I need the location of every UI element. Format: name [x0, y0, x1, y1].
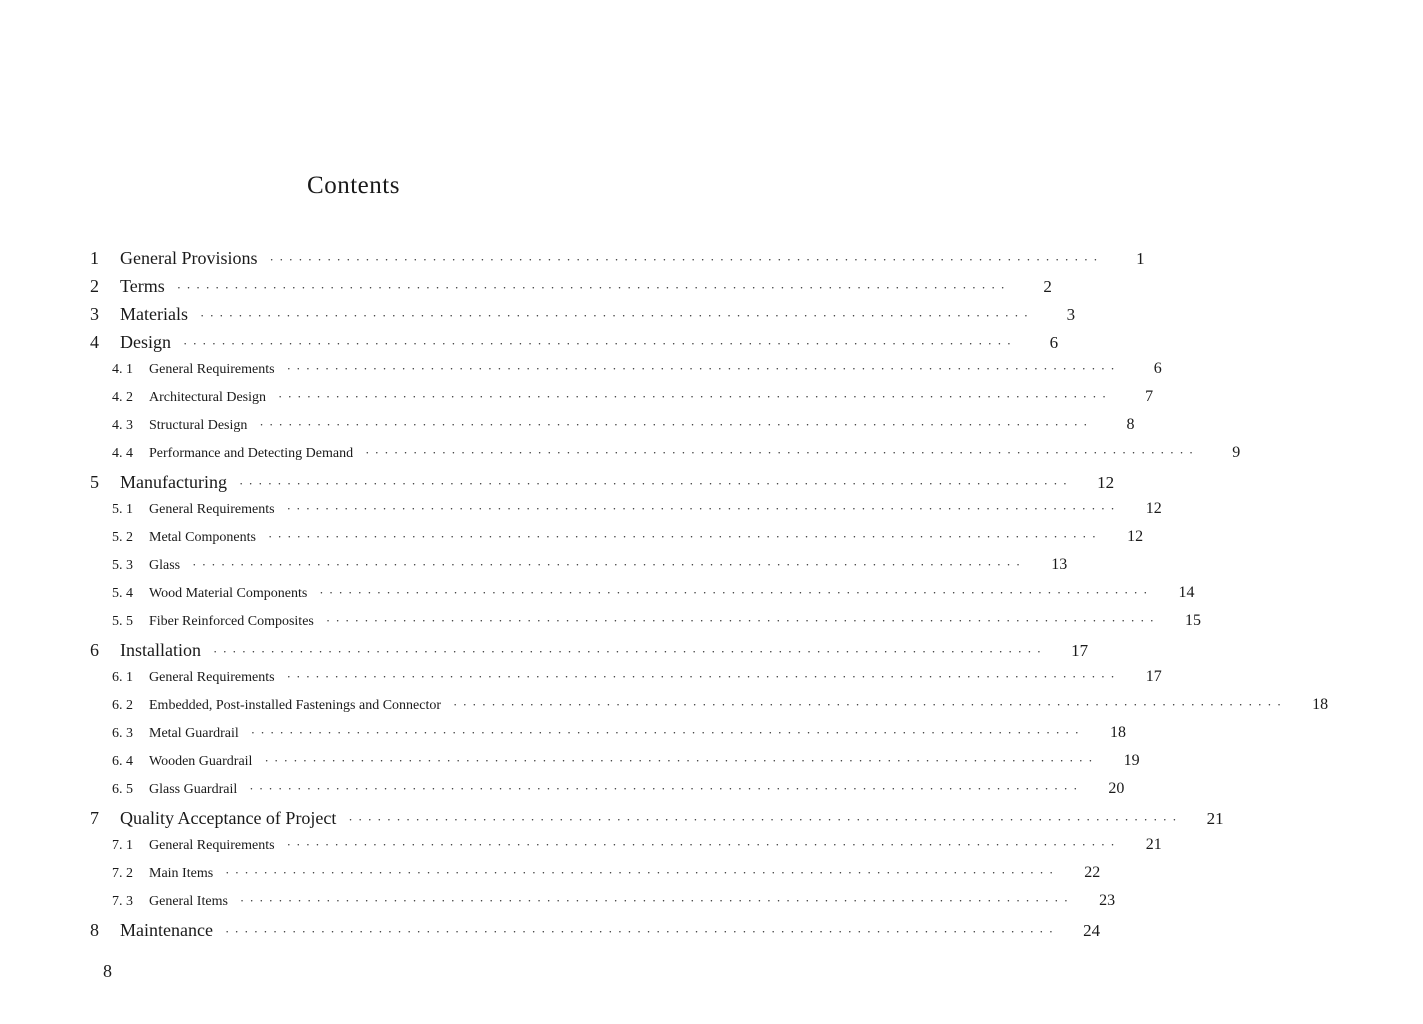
toc-entry-number: 6 [90, 640, 99, 660]
toc-entry-title: Wooden Guardrail [149, 754, 253, 769]
toc-entry-title: Metal Guardrail [149, 726, 239, 741]
toc-entry-title: Fiber Reinforced Composites [149, 614, 314, 629]
toc-entry-number: 5 [90, 472, 99, 492]
toc-dot-leader: · · · · · · · · · · · · · · · · · · · · · · · · · · · · · · · · · · · · · · · · · · · · · · · · · · · · · · · · · · · · · · · · · · · · · · · · · · · · · · · · · · · · · · · [224, 924, 1055, 939]
toc-entry-number: 5. 5 [112, 614, 133, 629]
toc-entry-page: 24 [1083, 921, 1101, 940]
toc-dot-leader: · · · · · · · · · · · · · · · · · · · · · · · · · · · · · · · · · · · · · · · · · · · · · · · · · · · · · · · · · · · · · · · · · · · · · · · · · · · · · · · · · · · · · · · [286, 501, 1116, 516]
toc-dot-leader: · · · · · · · · · · · · · · · · · · · · · · · · · · · · · · · · · · · · · · · · · · · · · · · · · · · · · · · · · · · · · · · · · · · · · · · · · · · · · · · · · · · · · · · [325, 613, 1156, 628]
toc-section-entry[interactable] [0, 724, 1126, 742]
toc-entry-page: 15 [1185, 612, 1202, 629]
toc-dot-leader: · · · · · · · · · · · · · · · · · · · · · · · · · · · · · · · · · · · · · · · · · · · · · · · · · · · · · · · · · · · · · · · · · · · · · · · · · · · · · · · · · · · · · · · [286, 837, 1116, 852]
toc-entry-number: 8 [90, 920, 99, 940]
toc-entry-page: 17 [1145, 668, 1162, 685]
toc-entry-page: 3 [1066, 305, 1076, 324]
toc-dot-leader: · · · · · · · · · · · · · · · · · · · · · · · · · · · · · · · · · · · · · · · · · · · · · · · · · · · · · · · · · · · · · · · · · · · · · · · · · · · · · · · · · · · · · · · [183, 336, 1013, 351]
toc-dot-leader: · · · · · · · · · · · · · · · · · · · · · · · · · · · · · · · · · · · · · · · · · · · · · · · · · · · · · · · · · · · · · · · · · · · · · · · · · · · · · · · · · · · · · · · [176, 280, 1006, 295]
toc-entry-number: 4. 1 [112, 362, 133, 377]
toc-dot-leader: · · · · · · · · · · · · · · · · · · · · · · · · · · · · · · · · · · · · · · · · · · · · · · · · · · · · · · · · · · · · · · · · · · · · · · · · · · · · · · · · · · · · · · · [249, 781, 1079, 796]
toc-entry-number: 4. 4 [112, 446, 133, 461]
toc-dot-leader: · · · · · · · · · · · · · · · · · · · · · · · · · · · · · · · · · · · · · · · · · · · · · · · · · · · · · · · · · · · · · · · · · · · · · · · · · · · · · · · · · · · · · · · [348, 812, 1178, 827]
toc-section-entry[interactable] [0, 780, 1125, 798]
toc-entry-number: 2 [90, 276, 99, 296]
toc-entry-page: 12 [1127, 528, 1144, 545]
page-title: Contents [307, 172, 400, 199]
toc-section-entry[interactable] [0, 388, 1154, 406]
toc-entry-page: 19 [1123, 752, 1140, 769]
toc-dot-leader: · · · · · · · · · · · · · · · · · · · · · · · · · · · · · · · · · · · · · · · · · · · · · · · · · · · · · · · · · · · · · · · · · · · · · · · · · · · · · · · · · · · · · · · [238, 476, 1069, 491]
toc-chapter-entry[interactable] [0, 332, 1059, 353]
toc-entry-number: 6. 2 [112, 698, 133, 713]
toc-chapter-entry[interactable] [0, 304, 1076, 325]
toc-entry-title: General Provisions [120, 248, 258, 268]
toc-entry-page: 18 [1109, 724, 1126, 741]
toc-section-entry[interactable] [0, 584, 1195, 602]
toc-entry-page: 18 [1312, 696, 1329, 713]
toc-entry-page: 20 [1108, 780, 1125, 797]
toc-entry-page: 2 [1043, 277, 1052, 296]
toc-entry-number: 7. 1 [112, 838, 133, 853]
toc-entry-number: 4. 2 [112, 390, 133, 405]
toc-dot-leader: · · · · · · · · · · · · · · · · · · · · · · · · · · · · · · · · · · · · · · · · · · · · · · · · · · · · · · · · · · · · · · · · · · · · · · · · · · · · · · · · · · · · · · · [453, 697, 1283, 712]
toc-dot-leader: · · · · · · · · · · · · · · · · · · · · · · · · · · · · · · · · · · · · · · · · · · · · · · · · · · · · · · · · · · · · · · · · · · · · · · · · · · · · · · · · · · · · · · · [225, 865, 1055, 880]
toc-dot-leader: · · · · · · · · · · · · · · · · · · · · · · · · · · · · · · · · · · · · · · · · · · · · · · · · · · · · · · · · · · · · · · · · · · · · · · · · · · · · · · · · · · · · · · · [278, 389, 1108, 404]
toc-entry-title: Installation [120, 640, 201, 660]
toc-entry-title: General Requirements [149, 362, 275, 377]
toc-chapter-entry[interactable] [0, 920, 1101, 941]
toc-chapter-entry[interactable] [0, 640, 1089, 661]
toc-entry-page: 12 [1145, 500, 1162, 517]
toc-entry-title: Maintenance [120, 920, 213, 940]
toc-entry-number: 7. 3 [112, 894, 133, 909]
toc-section-entry[interactable] [0, 500, 1162, 518]
toc-entry-page: 8 [1126, 416, 1135, 433]
toc-entry-title: General Requirements [149, 502, 275, 517]
toc-section-entry[interactable] [0, 696, 1329, 714]
toc-entry-page: 7 [1145, 388, 1154, 405]
toc-section-entry[interactable] [0, 556, 1068, 574]
toc-entry-title: Terms [120, 276, 165, 296]
toc-entry-number: 4 [90, 332, 99, 352]
toc-dot-leader: · · · · · · · · · · · · · · · · · · · · · · · · · · · · · · · · · · · · · · · · · · · · · · · · · · · · · · · · · · · · · · · · · · · · · · · · · · · · · · · · · · · · · · · [259, 417, 1089, 432]
toc-entry-number: 7 [90, 808, 99, 828]
toc-dot-leader: · · · · · · · · · · · · · · · · · · · · · · · · · · · · · · · · · · · · · · · · · · · · · · · · · · · · · · · · · · · · · · · · · · · · · · · · · · · · · · · · · · · · · · · [269, 252, 1099, 267]
toc-entry-title: Design [120, 332, 171, 352]
toc-entry-page: 21 [1206, 809, 1224, 828]
toc-entry-title: Embedded, Post-installed Fastenings and Connector [149, 698, 442, 713]
toc-entry-page: 6 [1049, 333, 1059, 352]
toc-dot-leader: · · · · · · · · · · · · · · · · · · · · · · · · · · · · · · · · · · · · · · · · · · · · · · · · · · · · · · · · · · · · · · · · · · · · · · · · · · · · · · · · · · · · · · · [286, 361, 1116, 376]
toc-entry-page: 23 [1099, 892, 1116, 909]
toc-entry-title: Glass [149, 558, 181, 573]
toc-section-entry[interactable] [0, 668, 1162, 686]
toc-dot-leader: · · · · · · · · · · · · · · · · · · · · · · · · · · · · · · · · · · · · · · · · · · · · · · · · · · · · · · · · · · · · · · · · · · · · · · · · · · · · · · · · · · · · · · · [199, 308, 1030, 323]
toc-entry-page: 22 [1084, 864, 1101, 881]
toc-dot-leader: · · · · · · · · · · · · · · · · · · · · · · · · · · · · · · · · · · · · · · · · · · · · · · · · · · · · · · · · · · · · · · · · · · · · · · · · · · · · · · · · · · · · · · · [267, 529, 1098, 544]
toc-dot-leader: · · · · · · · · · · · · · · · · · · · · · · · · · · · · · · · · · · · · · · · · · · · · · · · · · · · · · · · · · · · · · · · · · · · · · · · · · · · · · · · · · · · · · · · [286, 669, 1116, 684]
toc-dot-leader: · · · · · · · · · · · · · · · · · · · · · · · · · · · · · · · · · · · · · · · · · · · · · · · · · · · · · · · · · · · · · · · · · · · · · · · · · · · · · · · · · · · · · · · [365, 445, 1195, 460]
toc-section-entry[interactable] [0, 612, 1202, 630]
toc-chapter-entry[interactable] [0, 472, 1115, 493]
toc-section-entry[interactable] [0, 836, 1162, 854]
toc-entry-title: Metal Components [149, 530, 256, 545]
toc-entry-number: 3 [90, 304, 99, 324]
toc-section-entry[interactable] [0, 528, 1144, 546]
toc-entry-title: Structural Design [149, 418, 248, 433]
toc-entry-number: 6. 3 [112, 726, 133, 741]
toc-entry-number: 5. 1 [112, 502, 133, 517]
toc-entry-page: 21 [1145, 836, 1162, 853]
toc-chapter-entry[interactable] [0, 808, 1224, 829]
toc-entry-number: 6. 5 [112, 782, 133, 797]
toc-entry-title: Manufacturing [120, 472, 227, 492]
toc-entry-page: 1 [1136, 249, 1145, 268]
toc-dot-leader: · · · · · · · · · · · · · · · · · · · · · · · · · · · · · · · · · · · · · · · · · · · · · · · · · · · · · · · · · · · · · · · · · · · · · · · · · · · · · · · · · · · · · · · [192, 557, 1022, 572]
toc-entry-title: Glass Guardrail [149, 782, 238, 797]
toc-entry-number: 5. 4 [112, 586, 133, 601]
toc-entry-title: Quality Acceptance of Project [120, 808, 337, 828]
toc-entry-title: General Items [149, 894, 228, 909]
toc-entry-title: Architectural Design [149, 390, 267, 405]
toc-entry-number: 4. 3 [112, 418, 133, 433]
toc-entry-title: General Requirements [149, 838, 275, 853]
toc-dot-leader: · · · · · · · · · · · · · · · · · · · · · · · · · · · · · · · · · · · · · · · · · · · · · · · · · · · · · · · · · · · · · · · · · · · · · · · · · · · · · · · · · · · · · · · [319, 585, 1149, 600]
toc-entry-title: Main Items [149, 866, 214, 881]
toc-entry-number: 5. 3 [112, 558, 133, 573]
toc-chapter-entry[interactable] [0, 248, 1145, 269]
toc-dot-leader: · · · · · · · · · · · · · · · · · · · · · · · · · · · · · · · · · · · · · · · · · · · · · · · · · · · · · · · · · · · · · · · · · · · · · · · · · · · · · · · · · · · · · · · [264, 753, 1094, 768]
toc-entry-title: Materials [120, 304, 188, 324]
toc-section-entry[interactable] [0, 752, 1140, 770]
toc-entry-title: Performance and Detecting Demand [149, 446, 354, 461]
toc-section-entry[interactable] [0, 864, 1101, 882]
toc-section-entry[interactable] [0, 360, 1162, 378]
toc-entry-page: 14 [1178, 584, 1195, 601]
toc-entry-page: 13 [1051, 556, 1068, 573]
toc-dot-leader: · · · · · · · · · · · · · · · · · · · · · · · · · · · · · · · · · · · · · · · · · · · · · · · · · · · · · · · · · · · · · · · · · · · · · · · · · · · · · · · · · · · · · · · [250, 725, 1080, 740]
toc-entry-number: 6. 4 [112, 754, 133, 769]
toc-dot-leader: · · · · · · · · · · · · · · · · · · · · · · · · · · · · · · · · · · · · · · · · · · · · · · · · · · · · · · · · · · · · · · · · · · · · · · · · · · · · · · · · · · · · · · · [212, 644, 1043, 659]
toc-entry-page: 6 [1153, 360, 1162, 377]
toc-section-entry[interactable] [0, 416, 1135, 434]
toc-entry-page: 17 [1071, 641, 1089, 660]
toc-entry-number: 1 [90, 248, 99, 268]
toc-chapter-entry[interactable] [0, 276, 1052, 297]
toc-entry-number: 6. 1 [112, 670, 133, 685]
toc-entry-title: General Requirements [149, 670, 275, 685]
toc-section-entry[interactable] [0, 892, 1116, 910]
toc-entry-page: 9 [1232, 444, 1241, 461]
page-number: 8 [103, 961, 112, 981]
toc-entry-title: Wood Material Components [149, 586, 308, 601]
toc-entry-page: 12 [1097, 473, 1115, 492]
toc-dot-leader: · · · · · · · · · · · · · · · · · · · · · · · · · · · · · · · · · · · · · · · · · · · · · · · · · · · · · · · · · · · · · · · · · · · · · · · · · · · · · · · · · · · · · · · [239, 893, 1070, 908]
toc-entry-number: 7. 2 [112, 866, 133, 881]
toc-entry-number: 5. 2 [112, 530, 133, 545]
toc-section-entry[interactable] [0, 444, 1241, 462]
